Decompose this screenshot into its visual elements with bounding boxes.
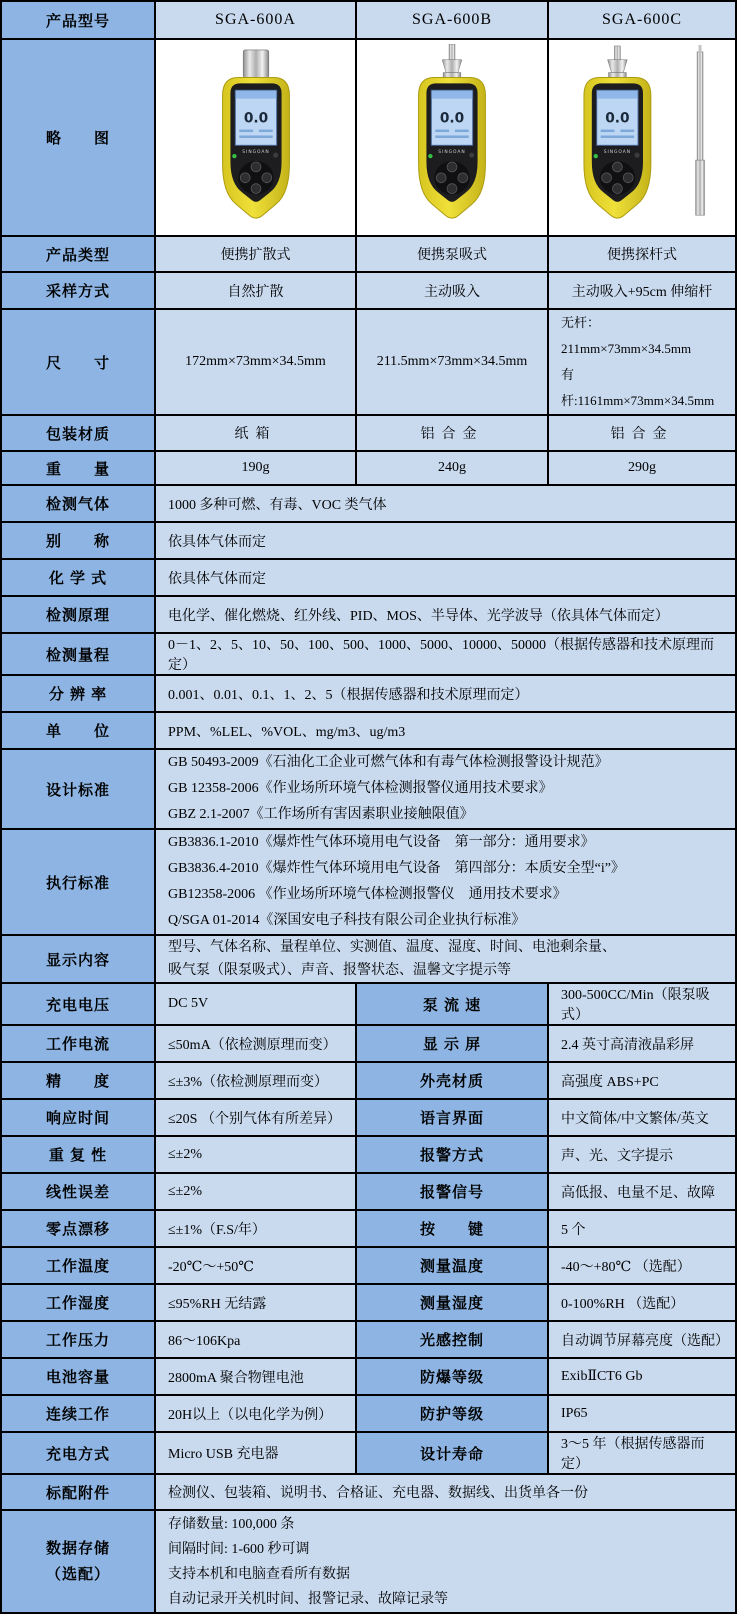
standard-line: GB 12358-2006《作业场所环境气体检测报警仪通用技术要求》 xyxy=(168,781,553,796)
power-button xyxy=(273,153,278,158)
row-label: 采样方式 xyxy=(1,272,155,309)
screen-statusbar xyxy=(597,91,637,99)
row-label: 响应时间 xyxy=(1,1099,155,1136)
table-row xyxy=(1,1432,736,1474)
screen-line xyxy=(239,135,272,137)
standard-line: GB3836.1-2010《爆炸性气体环境用电气设备 第一部分：通用要求》 xyxy=(168,835,595,850)
screen-line xyxy=(239,130,253,132)
table-row xyxy=(1,1173,736,1210)
row-label: 测量温度 xyxy=(356,1247,548,1284)
brand-text: SINGOAN xyxy=(603,150,632,156)
table-row xyxy=(1,1395,736,1432)
row-value: 1000 多种可燃、有毒、VOC 类气体 xyxy=(155,485,736,522)
standard-line: GB3836.4-2010《爆炸性气体环境用电气设备 第四部分：本质安全型“i”》 xyxy=(168,861,625,876)
row-label: 防护等级 xyxy=(356,1395,548,1432)
led-indicator xyxy=(232,154,236,158)
rod-tip xyxy=(699,45,702,53)
row-value: 3～5 年（根据传感器而定） xyxy=(548,1432,736,1474)
row-label: 标配附件 xyxy=(1,1474,155,1510)
telescopic-rod xyxy=(697,52,703,162)
screen-reading: 0.0 xyxy=(439,110,465,127)
row-value: ≤95%RH 无结露 xyxy=(155,1284,356,1321)
model-cell-a: SGA-600A xyxy=(155,1,356,39)
key-up xyxy=(612,162,622,172)
row-label: 电池容量 xyxy=(1,1358,155,1395)
table-row xyxy=(1,1099,736,1136)
row-label: 包装材质 xyxy=(1,415,155,451)
screen-line xyxy=(601,130,615,132)
probe-bell xyxy=(442,60,462,73)
row-label: 光感控制 xyxy=(356,1321,548,1358)
row-label: 显 示 屏 xyxy=(356,1025,548,1062)
model-cell-b: SGA-600B xyxy=(356,1,548,39)
row-value: 高低报、电量不足、故障 xyxy=(548,1173,736,1210)
row-value: 声、光、文字提示 xyxy=(548,1136,736,1173)
row-value: 86～106Kpa xyxy=(155,1321,356,1358)
screen-statusbar xyxy=(235,91,275,99)
table-row xyxy=(1,749,736,829)
row-value: 0.001、0.01、0.1、1、2、5（根据传感器和技术原理而定） xyxy=(155,675,736,712)
row-label: 分 辨 率 xyxy=(1,675,155,712)
row-value-c xyxy=(548,309,736,415)
storage-line: 存储数量: 100,000 条 xyxy=(168,1516,295,1532)
row-value xyxy=(155,829,736,935)
row-label: 执行标准 xyxy=(1,829,155,935)
row-label: 显示内容 xyxy=(1,935,155,983)
key-right xyxy=(623,173,633,183)
key-left xyxy=(602,173,612,183)
led-indicator xyxy=(594,154,598,158)
table-row xyxy=(1,1321,736,1358)
device-photo-sga-600c xyxy=(563,44,721,226)
table-row xyxy=(1,1247,736,1284)
row-label: 零点漂移 xyxy=(1,1210,155,1247)
row-label: 泵 流 速 xyxy=(356,983,548,1025)
key-right xyxy=(261,173,271,183)
photo-cell-b xyxy=(356,39,548,236)
standard-line: GB12358-2006 《作业场所环境气体检测报警仪 通用技术要求》 xyxy=(168,887,567,902)
row-value: IP65 xyxy=(548,1395,736,1432)
row-label: 充电方式 xyxy=(1,1432,155,1474)
row-label: 检测原理 xyxy=(1,596,155,633)
brand-text: SINGOAN xyxy=(241,150,270,156)
row-label xyxy=(1,1510,155,1613)
table-row xyxy=(1,712,736,749)
row-value-a: 自然扩散 xyxy=(155,272,356,309)
table-row xyxy=(1,1025,736,1062)
table-row xyxy=(1,1284,736,1321)
row-value: ≤±2% xyxy=(155,1136,356,1173)
screen-line xyxy=(435,130,449,132)
row-value: 依具体气体而定 xyxy=(155,559,736,596)
table-row xyxy=(1,1474,736,1510)
display-content-line: 吸气泵（限泵吸式）、声音、报警状态、温馨文字提示等 xyxy=(168,963,511,978)
standard-line: Q/SGA 01-2014《深国安电子科技有限公司企业执行标准》 xyxy=(168,913,526,928)
row-value: 2800mA 聚合物锂电池 xyxy=(155,1358,356,1395)
row-value xyxy=(155,749,736,829)
row-value xyxy=(155,935,736,983)
row-value-c: 便携探杆式 xyxy=(548,236,736,272)
row-value: -20℃～+50℃ xyxy=(155,1247,356,1284)
table-row xyxy=(1,675,736,712)
row-label: 连续工作 xyxy=(1,1395,155,1432)
table-row xyxy=(1,309,736,415)
table-row xyxy=(1,633,736,675)
device-photo-sga-600b xyxy=(393,44,511,226)
product-model-header: 产品型号 xyxy=(1,1,155,39)
row-value: 检测仪、包装箱、说明书、合格证、充电器、数据线、出货单各一份 xyxy=(155,1474,736,1510)
screen-reading: 0.0 xyxy=(243,110,268,127)
row-label: 工作电流 xyxy=(1,1025,155,1062)
row-label: 外壳材质 xyxy=(356,1062,548,1099)
row-value: 中文简体/中文繁体/英文 xyxy=(548,1099,736,1136)
photo-cell-c xyxy=(548,39,736,236)
row-label: 化 学 式 xyxy=(1,559,155,596)
row-value-c: 主动吸入+95cm 伸缩杆 xyxy=(548,272,736,309)
sketch-row xyxy=(1,39,736,236)
display-content-line: 型号、气体名称、量程单位、实测值、温度、湿度、时间、电池剩余量、 xyxy=(168,940,616,955)
dimension-line: 无杆：211mm×73mm×34.5mm xyxy=(561,315,692,356)
row-label: 报警信号 xyxy=(356,1173,548,1210)
row-label: 精 度 xyxy=(1,1062,155,1099)
row-value: ≤±2% xyxy=(155,1173,356,1210)
row-label: 产品类型 xyxy=(1,236,155,272)
row-value: ≤50mA（依检测原理而变） xyxy=(155,1025,356,1062)
table-row xyxy=(1,1510,736,1613)
dimension-line: 有杆:1161mm×73mm×34.5mm xyxy=(561,367,715,408)
table-row xyxy=(1,1062,736,1099)
key-right xyxy=(458,173,468,183)
row-label: 测量湿度 xyxy=(356,1284,548,1321)
key-up xyxy=(251,162,261,172)
screen-line xyxy=(455,130,469,132)
standard-line: GB 50493-2009《石油化工企业可燃气体和有毒气体检测报警设计规范》 xyxy=(168,755,609,770)
row-value-a: 190g xyxy=(155,451,356,485)
row-value-a: 172mm×73mm×34.5mm xyxy=(155,309,356,415)
row-value-b: 主动吸入 xyxy=(356,272,548,309)
row-label: 设计寿命 xyxy=(356,1432,548,1474)
row-value xyxy=(155,1510,736,1613)
model-cell-c: SGA-600C xyxy=(548,1,736,39)
row-value-c: 290g xyxy=(548,451,736,485)
table-row xyxy=(1,559,736,596)
table-row xyxy=(1,1136,736,1173)
row-value-b: 便携泵吸式 xyxy=(356,236,548,272)
row-label: 充电电压 xyxy=(1,983,155,1025)
brand-text: SINGOAN xyxy=(438,150,466,156)
row-label: 语言界面 xyxy=(356,1099,548,1136)
row-value: ExibⅡCT6 Gb xyxy=(548,1358,736,1395)
key-enter xyxy=(612,184,622,194)
standard-line: GBZ 2.1-2007《工作场所有害因素职业接触限值》 xyxy=(168,807,474,822)
probe-tube xyxy=(614,46,620,60)
storage-line: 间隔时间: 1-600 秒可调 xyxy=(168,1541,310,1557)
row-value-b: 铝合金 xyxy=(356,415,548,451)
row-label: 重 量 xyxy=(1,451,155,485)
screen-statusbar xyxy=(432,91,472,99)
table-row xyxy=(1,1358,736,1395)
row-label: 报警方式 xyxy=(356,1136,548,1173)
row-label: 检测气体 xyxy=(1,485,155,522)
row-value: 自动调节屏幕亮度（选配） xyxy=(548,1321,736,1358)
table-row xyxy=(1,451,736,485)
rod-base xyxy=(696,160,705,215)
row-value: 20H以上（以电化学为例） xyxy=(155,1395,356,1432)
power-button xyxy=(635,153,640,158)
key-enter xyxy=(447,184,457,194)
row-label: 单 位 xyxy=(1,712,155,749)
row-value-a: 便携扩散式 xyxy=(155,236,356,272)
row-label: 设计标准 xyxy=(1,749,155,829)
key-up xyxy=(447,162,457,172)
key-enter xyxy=(251,184,261,194)
led-indicator xyxy=(428,154,432,158)
screen-reading: 0.0 xyxy=(605,110,630,127)
probe-tube xyxy=(449,44,455,60)
power-button xyxy=(469,153,474,158)
row-value-b: 211.5mm×73mm×34.5mm xyxy=(356,309,548,415)
table-row xyxy=(1,829,736,935)
row-value: PPM、%LEL、%VOL、mg/m3、ug/m3 xyxy=(155,712,736,749)
table-row xyxy=(1,596,736,633)
storage-label-line: （选配） xyxy=(45,1565,110,1583)
row-label: 检测量程 xyxy=(1,633,155,675)
table-row xyxy=(1,1210,736,1247)
row-value: Micro USB 充电器 xyxy=(155,1432,356,1474)
probe-bell xyxy=(608,60,628,73)
row-value: 依具体气体而定 xyxy=(155,522,736,559)
row-value-b: 240g xyxy=(356,451,548,485)
row-value: 高强度 ABS+PC xyxy=(548,1062,736,1099)
row-label: 工作湿度 xyxy=(1,1284,155,1321)
screen-line xyxy=(258,130,272,132)
row-value: ≤±1%（F.S/年） xyxy=(155,1210,356,1247)
header-row xyxy=(1,1,736,39)
screen-line xyxy=(435,135,468,137)
row-label: 尺 寸 xyxy=(1,309,155,415)
table-row xyxy=(1,415,736,451)
table-row xyxy=(1,272,736,309)
row-label: 工作温度 xyxy=(1,1247,155,1284)
table-row xyxy=(1,485,736,522)
row-value: 5 个 xyxy=(548,1210,736,1247)
row-value: 0－1、2、5、10、50、100、500、1000、5000、10000、50000（根据传感器和技术原理而定） xyxy=(155,633,736,675)
table-row xyxy=(1,522,736,559)
photo-cell-a xyxy=(155,39,356,236)
row-value: DC 5V xyxy=(155,983,356,1025)
storage-label-line: 数据存储 xyxy=(45,1539,110,1557)
sensor-cap xyxy=(243,50,269,78)
row-value: 0-100%RH （选配） xyxy=(548,1284,736,1321)
screen-line xyxy=(620,130,634,132)
device-photo-sga-600a xyxy=(197,44,315,226)
row-value: 300-500CC/Min（限泵吸式） xyxy=(548,983,736,1025)
row-label: 线性误差 xyxy=(1,1173,155,1210)
row-label: 防爆等级 xyxy=(356,1358,548,1395)
key-left xyxy=(240,173,250,183)
row-value: 2.4 英寸高清液晶彩屏 xyxy=(548,1025,736,1062)
row-label: 别 称 xyxy=(1,522,155,559)
table-row xyxy=(1,983,736,1025)
row-value: -40～+80℃ （选配） xyxy=(548,1247,736,1284)
table-row xyxy=(1,236,736,272)
row-label: 按 键 xyxy=(356,1210,548,1247)
key-left xyxy=(436,173,446,183)
storage-line: 自动记录开关机时间、报警记录、故障记录等 xyxy=(168,1591,448,1607)
row-label: 工作压力 xyxy=(1,1321,155,1358)
row-value-a: 纸箱 xyxy=(155,415,356,451)
table-row xyxy=(1,935,736,983)
row-value: ≤±3%（依检测原理而变） xyxy=(155,1062,356,1099)
sketch-label: 略 图 xyxy=(1,39,155,236)
storage-line: 支持本机和电脑查看所有数据 xyxy=(168,1566,350,1582)
row-value: ≤20S （个别气体有所差异） xyxy=(155,1099,356,1136)
screen-line xyxy=(601,135,634,137)
row-value-c: 铝合金 xyxy=(548,415,736,451)
row-value: 电化学、催化燃烧、红外线、PID、MOS、半导体、光学波导（依具体气体而定） xyxy=(155,596,736,633)
row-label: 重 复 性 xyxy=(1,1136,155,1173)
